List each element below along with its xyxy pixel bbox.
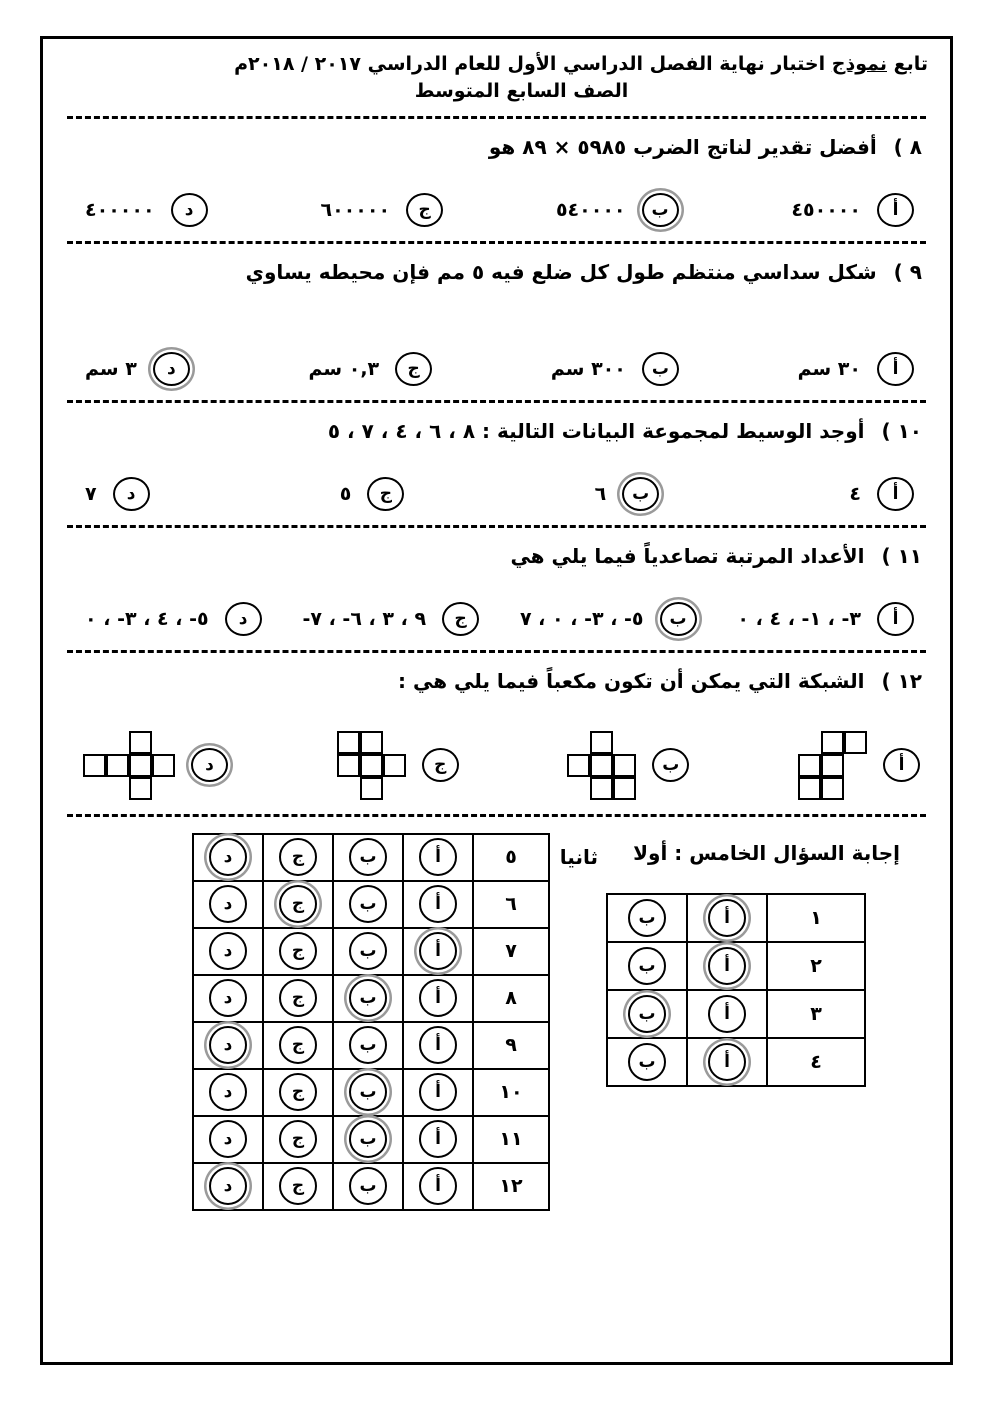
net-square xyxy=(590,754,613,777)
answer-circle[interactable]: ب xyxy=(349,1073,387,1111)
answer-cell xyxy=(687,894,767,942)
answer-cell xyxy=(607,894,687,942)
answer-option[interactable] xyxy=(320,193,443,227)
answer-circle[interactable]: د xyxy=(209,1026,247,1064)
answer-circle[interactable]: ب xyxy=(349,932,387,970)
net-square xyxy=(360,754,383,777)
answer-row-number: ١١ xyxy=(473,1116,549,1163)
header-line1 xyxy=(65,51,928,79)
option-letter-circle[interactable]: د xyxy=(171,193,208,227)
answer-option[interactable] xyxy=(85,477,150,511)
answer-row-number: ٤ xyxy=(767,1038,865,1086)
answer-cell xyxy=(193,881,263,928)
answer-row xyxy=(193,1163,549,1210)
header-line1-underlined: نموذج xyxy=(831,53,887,75)
question-block-12 xyxy=(65,667,928,817)
net-square xyxy=(360,731,383,754)
answer-circle[interactable]: ب xyxy=(349,838,387,876)
answer-circle[interactable]: ج xyxy=(279,838,317,876)
answer-circle[interactable]: أ xyxy=(708,899,746,937)
answer-circle[interactable]: ب xyxy=(349,979,387,1017)
answer-row-number: ٢ xyxy=(767,942,865,990)
net-square xyxy=(821,754,844,777)
answer-circle[interactable]: أ xyxy=(419,1120,457,1158)
answer-cell xyxy=(607,1038,687,1086)
net-square xyxy=(798,777,821,800)
cube-net-option[interactable] xyxy=(567,731,689,800)
answer-cell xyxy=(193,928,263,975)
question-text: أفضل تقدير لناتج الضرب ٥٩٨٥ × ٨٩ هو xyxy=(488,134,877,159)
answer-circle[interactable]: د xyxy=(209,979,247,1017)
answer-cell xyxy=(403,881,473,928)
answer-option[interactable] xyxy=(85,193,208,227)
net-square xyxy=(821,731,844,754)
answer-cell xyxy=(333,928,403,975)
question-number: ٨ ) xyxy=(893,134,922,159)
answer-cell xyxy=(333,1069,403,1116)
answer-option[interactable] xyxy=(556,193,679,227)
option-value: ٧ xyxy=(85,482,97,505)
answer-circle[interactable]: د xyxy=(209,1073,247,1111)
answer-circle[interactable]: ج xyxy=(279,1167,317,1205)
net-square xyxy=(337,731,360,754)
answer-option[interactable] xyxy=(551,352,679,386)
answer-cell xyxy=(687,942,767,990)
question-number: ١١ ) xyxy=(881,543,922,568)
net-gap xyxy=(844,754,867,777)
answer-circle[interactable]: ب xyxy=(628,1043,666,1081)
answer-option[interactable] xyxy=(309,352,433,386)
cube-net xyxy=(798,731,867,800)
answer-row xyxy=(193,1116,549,1163)
option-letter-circle[interactable]: ب xyxy=(622,477,659,511)
answer-cell xyxy=(687,1038,767,1086)
option-letter-circle[interactable]: ج xyxy=(442,602,479,636)
answer-row-number: ٥ xyxy=(473,834,549,881)
answer-circle[interactable]: ج xyxy=(279,1120,317,1158)
answer-cell xyxy=(263,881,333,928)
answer-circle[interactable]: ج xyxy=(279,932,317,970)
option-value: ٤ xyxy=(849,482,861,505)
answer-circle[interactable]: ب xyxy=(349,885,387,923)
question-number: ٩ ) xyxy=(893,259,922,284)
option-letter-circle[interactable]: ج xyxy=(406,193,443,227)
separator xyxy=(67,116,926,119)
option-letter-circle[interactable]: أ xyxy=(877,602,914,636)
option-letter-circle[interactable]: ج xyxy=(367,477,404,511)
question-title xyxy=(65,417,922,445)
answer-circle[interactable]: أ xyxy=(708,1043,746,1081)
option-letter-circle[interactable]: أ xyxy=(877,193,914,227)
second-answer-table xyxy=(192,833,550,1211)
answer-circle[interactable]: أ xyxy=(419,932,457,970)
net-gap xyxy=(106,731,129,754)
answer-row xyxy=(193,1022,549,1069)
answer-row xyxy=(607,1038,865,1086)
answer-option[interactable] xyxy=(302,602,479,636)
option-letter-circle[interactable]: د xyxy=(113,477,150,511)
answer-circle[interactable]: أ xyxy=(419,979,457,1017)
net-square xyxy=(337,754,360,777)
cube-net-option[interactable] xyxy=(83,731,228,800)
option-value: ٥ xyxy=(339,482,352,505)
option-value: ٦ xyxy=(594,482,607,505)
option-value: ٩ ، ٣ ، ٦- ، ٧- xyxy=(302,607,427,630)
option-letter-circle[interactable]: د xyxy=(191,748,228,782)
question-options xyxy=(85,352,914,386)
answer-circle[interactable]: د xyxy=(209,932,247,970)
answer-circle[interactable]: أ xyxy=(419,1026,457,1064)
answer-option[interactable] xyxy=(85,602,262,636)
answer-option[interactable] xyxy=(85,352,190,386)
answer-cell xyxy=(333,1163,403,1210)
question-options xyxy=(85,193,914,227)
question-text: الشبكة التي يمكن أن تكون مكعباً فيما يلي هي : xyxy=(398,668,865,693)
answer-circle[interactable]: ب xyxy=(628,899,666,937)
page-frame xyxy=(40,36,953,1365)
answer-row-number: ١٢ xyxy=(473,1163,549,1210)
option-letter-circle[interactable]: ب xyxy=(660,602,697,636)
answer-circle[interactable]: أ xyxy=(708,995,746,1033)
option-letter-circle[interactable]: د xyxy=(153,352,190,386)
option-value: ٣٠٠ سم xyxy=(550,357,626,380)
net-square xyxy=(106,754,129,777)
answer-circle[interactable]: أ xyxy=(419,885,457,923)
answer-option[interactable] xyxy=(340,477,405,511)
question-block xyxy=(65,258,928,403)
question-text: الأعداد المرتبة تصاعدياً فيما يلي هي xyxy=(510,543,865,568)
cube-net-option[interactable] xyxy=(798,731,920,800)
cube-net xyxy=(83,731,175,800)
option-letter-circle[interactable]: د xyxy=(225,602,262,636)
answer-circle[interactable]: ب xyxy=(628,947,666,985)
question-title xyxy=(65,258,922,286)
answer-row xyxy=(193,1069,549,1116)
option-letter-circle[interactable]: أ xyxy=(877,477,914,511)
answer-option[interactable] xyxy=(595,477,660,511)
net-square xyxy=(798,754,821,777)
answer-option[interactable] xyxy=(737,602,914,636)
option-value: ٣٠ سم xyxy=(797,357,861,380)
answer-circle[interactable]: ب xyxy=(349,1120,387,1158)
answer-cell xyxy=(193,1022,263,1069)
answer-option[interactable] xyxy=(849,477,914,511)
answer-cell xyxy=(193,975,263,1022)
answer-row-number: ٩ xyxy=(473,1022,549,1069)
answer-circle[interactable]: أ xyxy=(419,1167,457,1205)
net-square xyxy=(613,754,636,777)
answer-row xyxy=(607,990,865,1038)
answer-cell xyxy=(263,1116,333,1163)
answer-section-heading: إجابة السؤال الخامس : أولا xyxy=(633,840,900,865)
question-text: أوجد الوسيط لمجموعة البيانات التالية : ٨ ، ٦ ، ٤ ، ٧ ، ٥ xyxy=(327,418,865,443)
answer-row-number: ٨ xyxy=(473,975,549,1022)
answer-row xyxy=(193,928,549,975)
answer-circle[interactable]: ب xyxy=(349,1026,387,1064)
option-letter-circle[interactable]: ب xyxy=(642,352,679,386)
answer-option[interactable] xyxy=(520,602,697,636)
question-block xyxy=(65,417,928,528)
answer-circle[interactable]: ب xyxy=(628,995,666,1033)
answer-cell xyxy=(333,881,403,928)
net-square xyxy=(360,777,383,800)
answer-cell xyxy=(403,834,473,881)
answer-circle[interactable]: ب xyxy=(349,1167,387,1205)
exam-header xyxy=(65,51,928,102)
net-gap xyxy=(83,777,106,800)
net-square xyxy=(129,754,152,777)
answer-circle[interactable]: أ xyxy=(708,947,746,985)
answer-cell xyxy=(263,928,333,975)
question-block xyxy=(65,133,928,244)
cube-net-option[interactable] xyxy=(337,731,459,800)
answer-circle[interactable]: أ xyxy=(419,838,457,876)
cube-net xyxy=(567,731,636,800)
answer-circle[interactable]: ج xyxy=(279,885,317,923)
answer-cell xyxy=(263,1069,333,1116)
option-letter-circle[interactable]: ج xyxy=(422,748,459,782)
separator xyxy=(67,241,926,244)
net-gap xyxy=(383,731,406,754)
separator xyxy=(67,814,926,817)
answer-cell xyxy=(403,1163,473,1210)
answer-cell xyxy=(687,990,767,1038)
net-gap xyxy=(152,731,175,754)
net-gap xyxy=(337,777,360,800)
answer-cell xyxy=(333,975,403,1022)
answer-cell xyxy=(193,1163,263,1210)
net-gap xyxy=(798,731,821,754)
answer-row-number: ١٠ xyxy=(473,1069,549,1116)
question-title xyxy=(65,133,922,161)
option-value: ٣ سم xyxy=(85,357,137,380)
net-square xyxy=(567,754,590,777)
option-letter-circle[interactable]: ب xyxy=(652,748,689,782)
answer-cell xyxy=(333,834,403,881)
answer-cell xyxy=(333,1116,403,1163)
answer-cell xyxy=(403,1116,473,1163)
answer-cell xyxy=(403,975,473,1022)
header-line2: الصف السابع المتوسط xyxy=(414,79,629,102)
header-line1-rest: اختبار نهاية الفصل الدراسي الأول للعام الدراسي ٢٠١٧ / ٢٠١٨م xyxy=(234,53,832,75)
question-options xyxy=(85,602,914,636)
answer-row-number: ٦ xyxy=(473,881,549,928)
question-block xyxy=(65,542,928,653)
answer-option[interactable] xyxy=(798,352,914,386)
header-line1-prefix: تابع xyxy=(887,53,928,75)
answer-cell xyxy=(607,990,687,1038)
answer-option[interactable] xyxy=(791,193,914,227)
net-square xyxy=(83,754,106,777)
answer-cell xyxy=(263,975,333,1022)
question-options xyxy=(85,477,914,511)
option-letter-circle[interactable]: ج xyxy=(395,352,432,386)
option-value: ٤٠٠٠٠٠ xyxy=(85,198,155,221)
answer-cell xyxy=(607,942,687,990)
answer-row xyxy=(607,942,865,990)
answer-circle[interactable]: ج xyxy=(279,979,317,1017)
separator xyxy=(67,650,926,653)
answer-key-section xyxy=(65,831,928,1251)
answer-cell xyxy=(333,1022,403,1069)
net-gap xyxy=(152,777,175,800)
second-part-label: ثانيا xyxy=(559,844,598,869)
net-gap xyxy=(844,777,867,800)
net-gap xyxy=(106,777,129,800)
net-square xyxy=(590,731,613,754)
net-gap xyxy=(383,777,406,800)
option-value: ٦٠٠٠٠٠ xyxy=(320,198,391,221)
option-value: ٤٥٠٠٠٠ xyxy=(791,198,861,221)
answer-cell xyxy=(193,1069,263,1116)
answer-row-number: ١ xyxy=(767,894,865,942)
net-gap xyxy=(83,731,106,754)
answer-circle[interactable]: ج xyxy=(279,1073,317,1111)
answer-circle[interactable]: د xyxy=(209,838,247,876)
option-value: ٣- ، ١- ، ٤ ، ٠ xyxy=(737,607,861,630)
answer-row-number: ٣ xyxy=(767,990,865,1038)
answer-row xyxy=(193,881,549,928)
net-gap xyxy=(567,731,590,754)
answer-cell xyxy=(263,834,333,881)
answer-cell xyxy=(403,1069,473,1116)
net-square xyxy=(844,731,867,754)
cube-net xyxy=(337,731,406,800)
question-text: شكل سداسي منتظم طول كل ضلع فيه ٥ مم فإن محيطه يساوي xyxy=(245,259,877,284)
answer-cell xyxy=(193,1116,263,1163)
answer-cell xyxy=(193,834,263,881)
net-square xyxy=(590,777,613,800)
net-square xyxy=(129,777,152,800)
answer-row xyxy=(193,975,549,1022)
answer-row-number: ٧ xyxy=(473,928,549,975)
nets-options xyxy=(83,731,920,800)
answer-cell xyxy=(263,1022,333,1069)
net-square xyxy=(383,754,406,777)
answer-circle[interactable]: أ xyxy=(419,1073,457,1111)
answer-circle[interactable]: د xyxy=(209,1167,247,1205)
question-number: ١٢ ) xyxy=(881,668,922,693)
net-gap xyxy=(567,777,590,800)
net-square xyxy=(129,731,152,754)
option-letter-circle[interactable]: أ xyxy=(883,748,920,782)
first-answer-table xyxy=(606,893,866,1087)
option-value: ٠,٣ سم xyxy=(308,357,380,380)
net-square xyxy=(821,777,844,800)
net-gap xyxy=(613,731,636,754)
questions-list xyxy=(65,133,928,653)
separator xyxy=(67,525,926,528)
option-letter-circle[interactable]: ب xyxy=(642,193,679,227)
question-title xyxy=(65,667,922,695)
option-value: ٥- ، ٣- ، ٠ ، ٧ xyxy=(519,607,644,630)
answer-row xyxy=(193,834,549,881)
net-square xyxy=(613,777,636,800)
question-number: ١٠ ) xyxy=(881,418,922,443)
answer-cell xyxy=(403,928,473,975)
net-square xyxy=(152,754,175,777)
question-title xyxy=(65,542,922,570)
option-value: ٥- ، ٤ ، ٣- ، ٠ xyxy=(85,607,209,630)
answer-cell xyxy=(263,1163,333,1210)
answer-circle[interactable]: د xyxy=(209,1120,247,1158)
separator xyxy=(67,400,926,403)
answer-circle[interactable]: د xyxy=(209,885,247,923)
option-letter-circle[interactable]: أ xyxy=(877,352,914,386)
answer-row xyxy=(607,894,865,942)
option-value: ٥٤٠٠٠٠ xyxy=(555,198,626,221)
answer-circle[interactable]: ج xyxy=(279,1026,317,1064)
answer-cell xyxy=(403,1022,473,1069)
